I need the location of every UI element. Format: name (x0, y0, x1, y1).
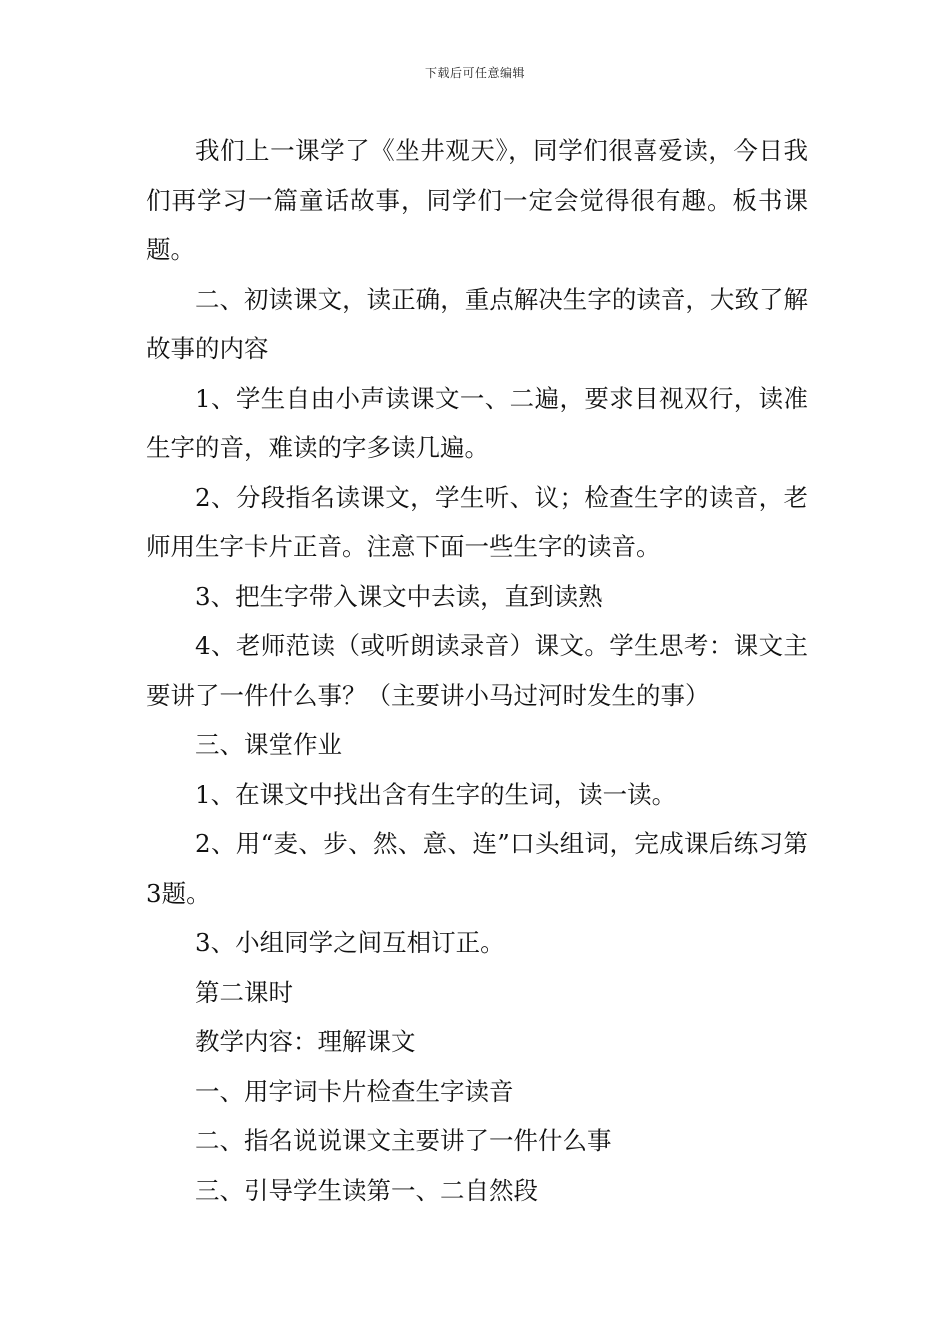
paragraph: 我们上一课学了《坐井观天》，同学们很喜爱读，今日我们再学习一篇童话故事，同学们一定会觉得很有趣。板书课题。 (146, 136, 808, 264)
paragraph: 二、指名说说课文主要讲了一件什么事 (195, 1126, 612, 1155)
paragraph: 二、初读课文，读正确，重点解决生字的读音，大致了解故事的内容 (146, 284, 808, 363)
paragraph: 一、用字词卡片检查生字读音 (195, 1076, 514, 1106)
section-heading: 第二课时 (195, 977, 293, 1007)
document-body (146, 126, 808, 1215)
paragraph: 4、老师范读（或听朗读录音）课文。学生思考：课文主要讲了一件什么事？（主要讲小马过河时发生的事） (146, 631, 808, 710)
section-heading: 三、课堂作业 (195, 730, 342, 759)
paragraph: 2、分段指名读课文，学生听、议；检查生字的读音，老师用生字卡片正音。注意下面一些生字的读音。 (146, 482, 808, 561)
paragraph: 1、学生自由小声读课文一、二遍，要求目视双行，读准生字的音，难读的字多读几遍。 (146, 383, 808, 462)
paragraph: 教学内容：理解课文 (195, 1027, 416, 1056)
paragraph: 3、小组同学之间互相订正。 (195, 928, 505, 957)
paragraph: 1、在课文中找出含有生字的生词，读一读。 (195, 779, 677, 809)
paragraph: 三、引导学生读第一、二自然段 (195, 1175, 538, 1205)
page-header: 下载后可任意编辑 (424, 66, 525, 80)
paragraph: 2、用“麦、步、然、意、连”口头组词，完成课后练习第3题。 (146, 829, 808, 908)
paragraph: 3、把生字带入课文中去读，直到读熟 (195, 581, 603, 611)
